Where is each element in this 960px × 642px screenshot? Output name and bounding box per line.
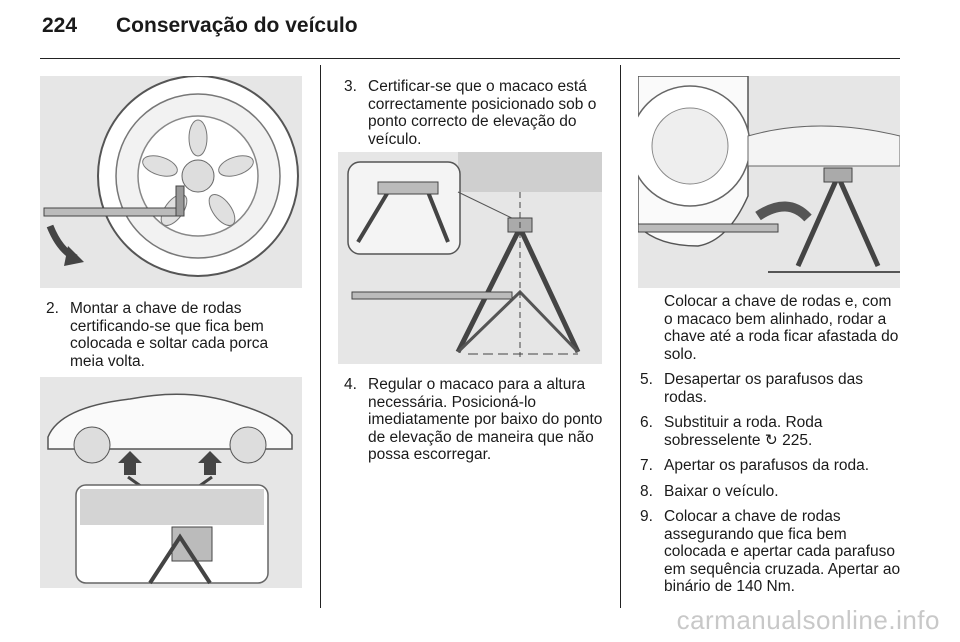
step-6	[640, 414, 902, 449]
step-4-number: 4.	[344, 376, 357, 393]
watermark: carmanualsonline.info	[676, 605, 940, 635]
step-8-number: 8.	[640, 482, 653, 500]
step-8-text: Baixar o veículo.	[664, 482, 779, 500]
step-9-number: 9.	[640, 508, 653, 525]
step-8	[640, 483, 902, 501]
page-title: Conservação do veículo	[116, 14, 358, 37]
car-jack-points-illustration	[40, 377, 302, 588]
step-3-number: 3.	[344, 78, 357, 95]
step-6-number: 6.	[640, 414, 653, 431]
step-7	[640, 457, 902, 475]
step-5-text: Desapertar os parafusos das rodas.	[664, 371, 864, 406]
step-intro-text: Colocar a chave de rodas e, com o macaco bem alinhado, rodar a chave até a roda ficar afastada do solo.	[664, 293, 899, 363]
column-divider-right	[620, 65, 621, 608]
page-header	[42, 14, 358, 38]
step-5-number: 5.	[640, 371, 653, 388]
step-7-number: 7.	[640, 457, 653, 474]
wheel-wrench-illustration	[40, 76, 302, 288]
step-5	[640, 371, 902, 406]
step-9	[640, 508, 902, 596]
column-3-steps	[640, 293, 902, 596]
jack-crank-illustration	[638, 76, 900, 288]
step-7-text: Apertar os parafusos da roda.	[664, 457, 870, 474]
step-3-text: Certificar-se que o macaco está correctamente posicionado sob o ponto correcto de elevação do veículo.	[368, 78, 597, 148]
step-4-text: Regular o macaco para a altura necessária. Posicioná-lo imediatamente por baixo do ponto de elevação de maneira que não possa escorregar.	[368, 376, 603, 463]
page-number: 224	[42, 14, 78, 37]
step-2	[46, 300, 304, 370]
jack-position-illustration	[338, 152, 602, 364]
step-6-text[interactable]: Substituir a roda. Roda sobresselente ↻ 225.	[664, 414, 823, 449]
step-4	[344, 376, 606, 464]
header-rule	[40, 58, 900, 59]
step-2-text: Montar a chave de rodas certificando-se que fica bem colocada e soltar cada porca meia volta.	[70, 300, 269, 370]
step-9-text: Colocar a chave de rodas assegurando que fica bem colocada e apertar cada parafuso em sequência cruzada. Apertar ao binário de 140 Nm.	[664, 508, 901, 595]
step-3	[344, 78, 606, 148]
step-2-number: 2.	[46, 300, 59, 317]
column-divider-left	[320, 65, 321, 608]
